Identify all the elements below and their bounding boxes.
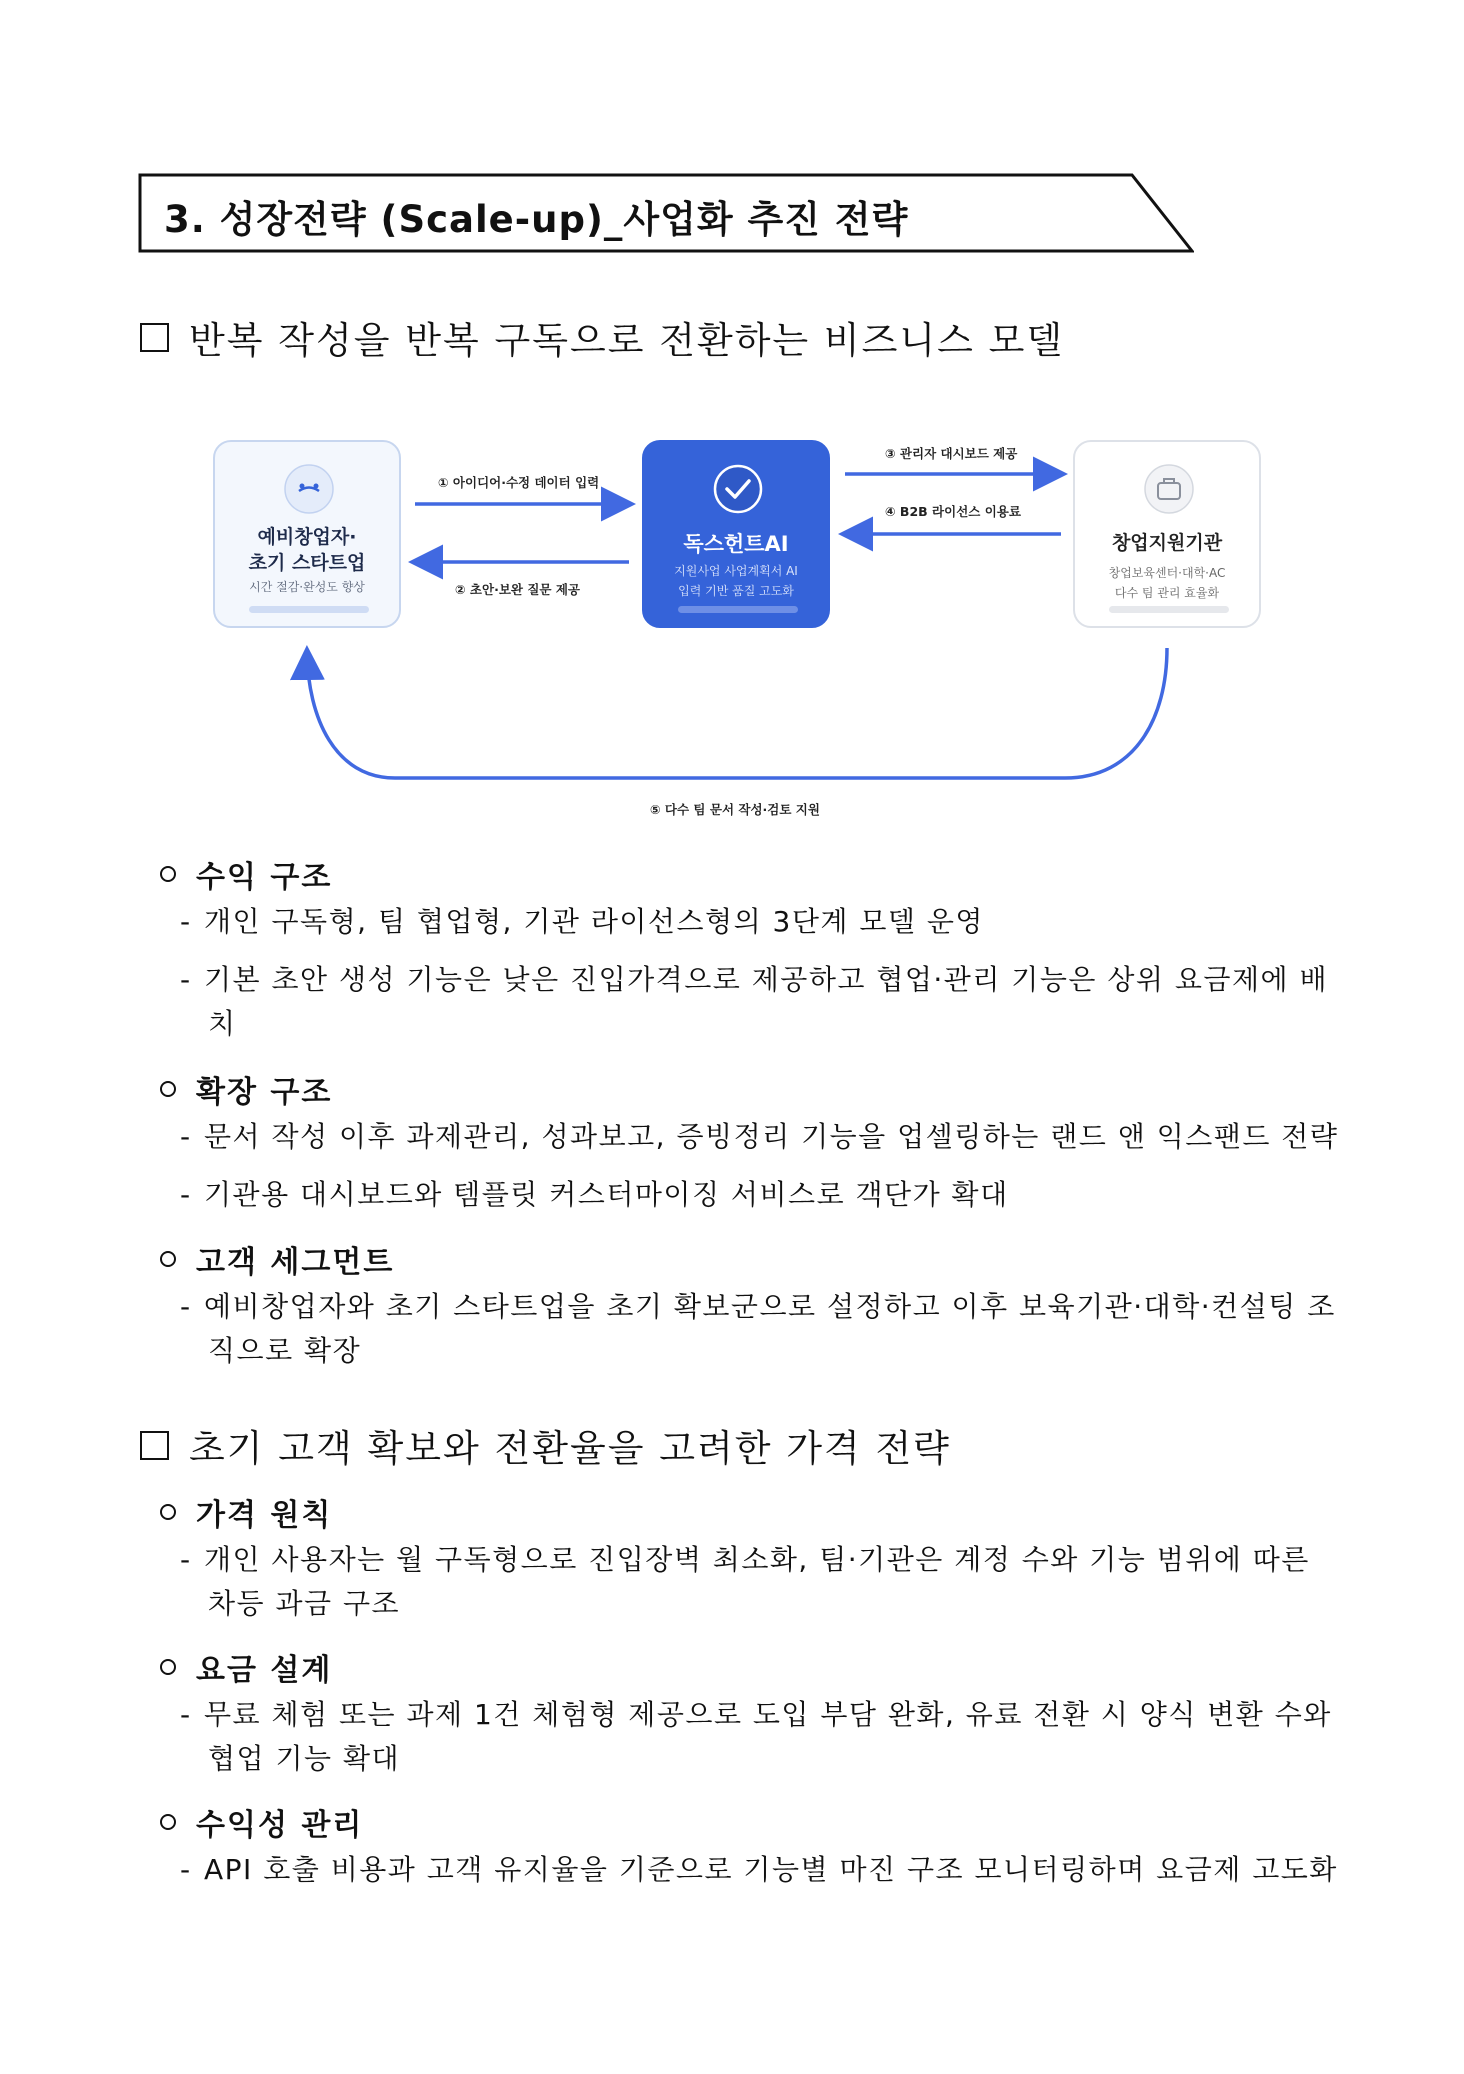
bullet-item: - 기관용 대시보드와 템플릿 커스터마이징 서비스로 객단가 확대: [180, 1178, 1009, 1211]
subheading-fee-design: [160, 1645, 332, 1689]
card-ai-sub-1: 지원사업 사업계획서 AI: [674, 564, 798, 578]
subheading-text: 확장 구조: [196, 1075, 333, 1110]
section-heading-text: 초기 고객 확보와 전환율을 고려한 가격 전략: [189, 1427, 951, 1470]
card-ai-sub-2: 입력 기반 품질 고도화: [678, 584, 794, 598]
circle-bullet-icon: [160, 866, 176, 882]
card-org: [1073, 440, 1261, 628]
bullet-item: - API 호출 비용과 고객 유지율을 기준으로 기능별 마진 구조 모니터링하며 요금제 고도화: [180, 1853, 1338, 1886]
bullet-text: API 호출 비용과 고객 유지율을 기준으로 기능별 마진 구조 모니터링하며 요금제 고도화: [204, 1853, 1338, 1886]
section-heading-business-model: [140, 310, 1064, 364]
card-founder-pill: [249, 606, 369, 613]
bullet-text: 무료 체험 또는 과제 1건 체험형 제공으로 도입 부담 완화, 유료 전환 시 양식 변환 수와: [204, 1698, 1332, 1731]
bullet-item: - 무료 체험 또는 과제 1건 체험형 제공으로 도입 부담 완화, 유료 전환 시 양식 변환 수와 협업 기능 확대: [180, 1698, 1332, 1775]
circle-bullet-icon: [160, 1081, 176, 1097]
flow-label-4: ④ B2B 라이선스 이용료: [885, 504, 1021, 519]
bullet-text-continued: 협업 기능 확대: [208, 1742, 401, 1775]
card-org-sub-2: 다수 팀 관리 효율화: [1114, 586, 1220, 600]
page-title: 3. 성장전략 (Scale-up)_사업화 추진 전략: [164, 198, 909, 241]
card-ai: [642, 440, 830, 628]
subheading-pricing-principle: [160, 1490, 332, 1534]
bullet-item: - 예비창업자와 초기 스타트업을 초기 확보군으로 설정하고 이후 보육기관·대학·컨설팅 조 직으로 확장: [180, 1290, 1336, 1367]
subheading-text: 수익 구조: [196, 860, 333, 895]
check-circle-icon: [713, 464, 763, 514]
business-model-diagram: [205, 428, 1275, 828]
circle-bullet-icon: [160, 1251, 176, 1267]
bullet-text: 개인 사용자는 월 구독형으로 진입장벽 최소화, 팀·기관은 계정 수와 기능 범위에 따른: [204, 1543, 1310, 1576]
subheading-revenue-structure: [160, 852, 332, 896]
card-founder: [213, 440, 401, 628]
section-heading-text: 반복 작성을 반복 구독으로 전환하는 비즈니스 모델: [189, 319, 1065, 362]
bullet-text: 기관용 대시보드와 템플릿 커스터마이징 서비스로 객단가 확대: [204, 1178, 1009, 1211]
bullet-text: 개인 구독형, 팀 협업형, 기관 라이선스형의 3단계 모델 운영: [204, 905, 984, 938]
briefcase-icon: [1144, 464, 1194, 514]
bullet-item: - 개인 사용자는 월 구독형으로 진입장벽 최소화, 팀·기관은 계정 수와 기능 범위에 따른 차등 과금 구조: [180, 1543, 1310, 1620]
flow-label-1: ① 아이디어·수정 데이터 입력: [438, 475, 600, 490]
bullet-text: 기본 초안 생성 기능은 낮은 진입가격으로 제공하고 협업·관리 기능은 상위 요금제에 배: [204, 963, 1328, 996]
bullet-item: - 개인 구독형, 팀 협업형, 기관 라이선스형의 3단계 모델 운영: [180, 905, 984, 938]
checkbox-square-icon: [140, 1431, 169, 1460]
subheading-text: 고객 세그먼트: [196, 1245, 395, 1280]
flow-label-3: ③ 관리자 대시보드 제공: [885, 446, 1018, 461]
bullet-item: - 문서 작성 이후 과제관리, 성과보고, 증빙정리 기능을 업셀링하는 랜드 앤 익스팬드 전략: [180, 1120, 1339, 1153]
checkbox-square-icon: [140, 323, 169, 352]
bullet-text-continued: 차등 과금 구조: [208, 1587, 401, 1620]
title-banner: [138, 173, 1194, 253]
section-heading-pricing-strategy: [140, 1418, 951, 1472]
card-org-sub-1: 창업보육센터·대학·AC: [1108, 566, 1226, 580]
subheading-text: 수익성 관리: [196, 1808, 364, 1843]
subheading-text: 가격 원칙: [196, 1498, 333, 1533]
subheading-text: 요금 설계: [196, 1653, 333, 1688]
card-founder-title-2: 초기 스타트업: [248, 552, 366, 574]
subheading-profitability: [160, 1800, 363, 1844]
bullet-text-continued: 치: [208, 1007, 237, 1040]
bullet-item: - 기본 초안 생성 기능은 낮은 진입가격으로 제공하고 협업·관리 기능은 상위 요금제에 배 치: [180, 963, 1328, 1040]
subheading-customer-segment: [160, 1237, 394, 1281]
card-ai-title: 독스헌트AI: [683, 532, 789, 556]
circle-bullet-icon: [160, 1814, 176, 1830]
subheading-expansion-structure: [160, 1067, 332, 1111]
card-org-pill: [1109, 606, 1229, 613]
arrow-org-to-founder-loop: [307, 648, 1167, 778]
face-icon: [284, 464, 334, 514]
circle-bullet-icon: [160, 1659, 176, 1675]
card-ai-pill: [678, 606, 798, 613]
circle-bullet-icon: [160, 1504, 176, 1520]
card-founder-title-1: 예비창업자·: [257, 526, 357, 548]
card-org-title: 창업지원기관: [1111, 532, 1223, 554]
flow-label-2: ② 초안·보완 질문 제공: [455, 582, 580, 597]
bullet-text: 문서 작성 이후 과제관리, 성과보고, 증빙정리 기능을 업셀링하는 랜드 앤 익스팬드 전략: [204, 1120, 1339, 1153]
bullet-text-continued: 직으로 확장: [208, 1334, 362, 1367]
flow-label-5: ⑤ 다수 팀 문서 작성·검토 지원: [650, 802, 820, 817]
card-founder-subtitle: 시간 절감·완성도 향상: [249, 580, 365, 594]
bullet-text: 예비창업자와 초기 스타트업을 초기 확보군으로 설정하고 이후 보육기관·대학·컨설팅 조: [204, 1290, 1336, 1323]
